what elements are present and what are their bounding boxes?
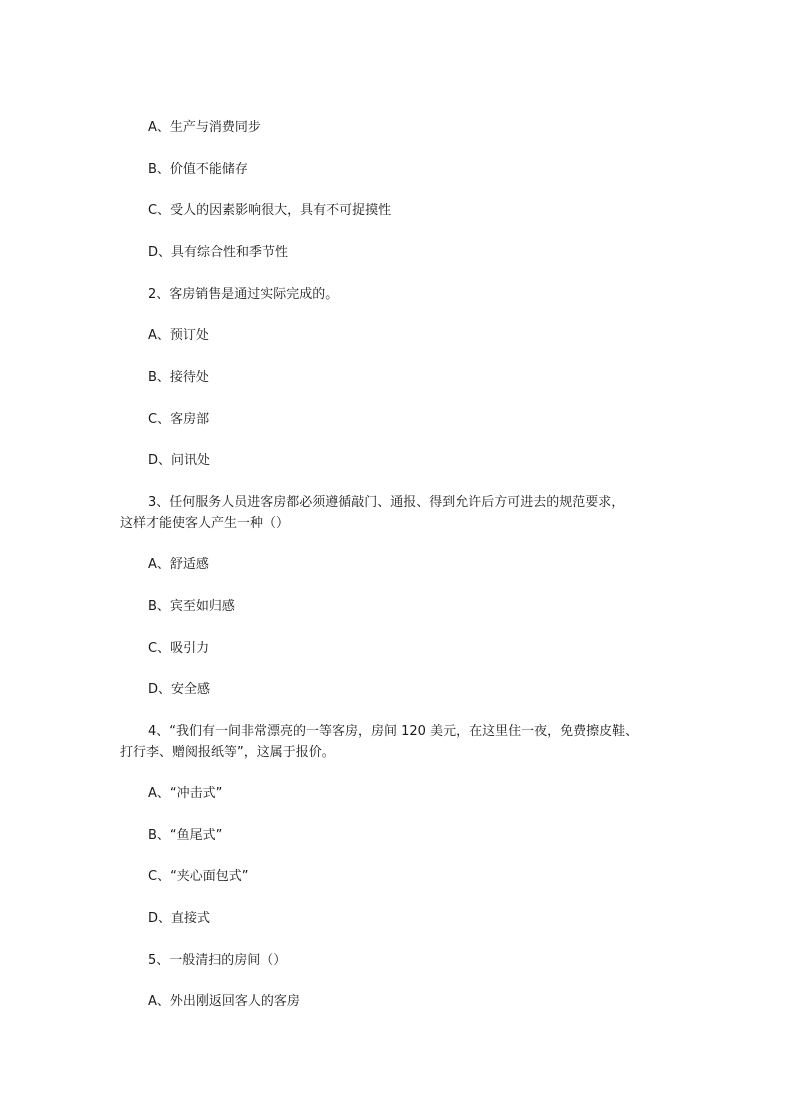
question-3-line-2: 这样才能使客人产生一种（） bbox=[120, 516, 290, 531]
q3-option-a: A、舒适感 bbox=[148, 557, 209, 572]
q1-option-a: A、生产与消费同步 bbox=[148, 120, 261, 135]
q3-option-b: B、宾至如归感 bbox=[148, 599, 235, 614]
q2-option-c: C、客房部 bbox=[148, 412, 210, 427]
question-4-line-1: 4、“我们有一间非常漂亮的一等客房，房间 120 美元，在这里住一夜，免费擦皮鞋、 bbox=[148, 724, 639, 739]
q4-option-d: D、直接式 bbox=[148, 911, 211, 926]
q1-option-d: D、具有综合性和季节性 bbox=[148, 245, 289, 260]
q3-option-d: D、安全感 bbox=[148, 682, 211, 697]
question-2: 2、客房销售是通过实际完成的。 bbox=[148, 287, 339, 302]
q4-option-a: A、“冲击式” bbox=[148, 786, 223, 801]
q2-option-a: A、预订处 bbox=[148, 328, 209, 343]
q3-option-c: C、吸引力 bbox=[148, 641, 210, 656]
q1-option-c: C、受人的因素影响很大，具有不可捉摸性 bbox=[148, 203, 392, 218]
q5-option-a: A、外出刚返回客人的客房 bbox=[148, 994, 300, 1009]
q4-option-b: B、“鱼尾式” bbox=[148, 828, 223, 843]
question-3-line-1: 3、任何服务人员进客房都必须遵循敲门、通报、得到允许后方可进去的规范要求， bbox=[148, 495, 625, 510]
question-5: 5、一般清扫的房间（） bbox=[148, 953, 287, 968]
q2-option-d: D、问讯处 bbox=[148, 453, 211, 468]
q4-option-c: C、“夹心面包式” bbox=[148, 869, 249, 884]
question-4-line-2: 打行李、赠阅报纸等”，这属于报价。 bbox=[120, 745, 335, 760]
q1-option-b: B、价值不能储存 bbox=[148, 162, 248, 177]
q2-option-b: B、接待处 bbox=[148, 370, 209, 385]
